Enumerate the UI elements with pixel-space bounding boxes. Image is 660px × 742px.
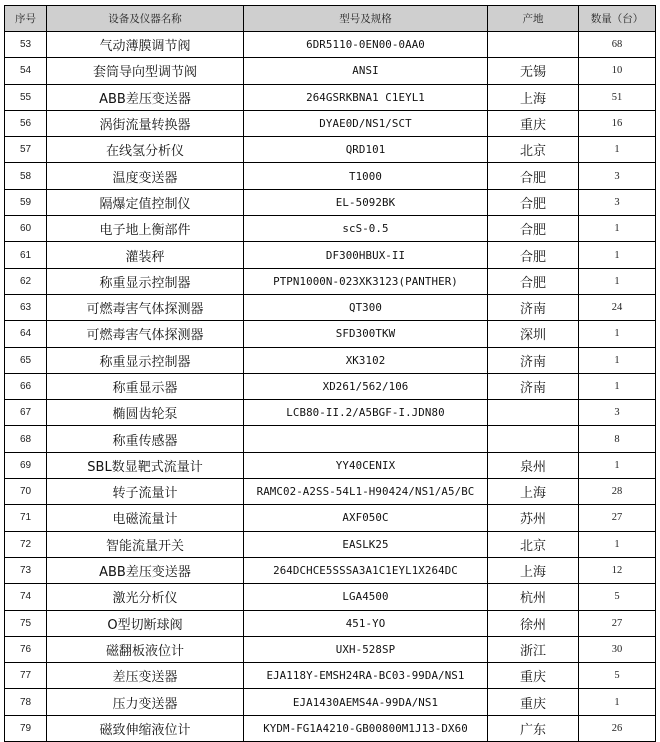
model-spec [244, 689, 488, 715]
origin-place [488, 400, 579, 426]
model-spec-text: SFD300TKW [335, 327, 396, 341]
quantity: 1 [579, 452, 656, 478]
device-name: 在线氢分析仪 [47, 137, 244, 163]
model-spec-text: EASLK25 [342, 537, 389, 551]
row-number: 77 [5, 663, 47, 689]
table-body [5, 32, 656, 742]
quantity: 28 [579, 479, 656, 505]
row-number: 78 [5, 689, 47, 715]
quantity: 1 [579, 268, 656, 294]
row-number: 70 [5, 479, 47, 505]
device-name: 可燃毒害气体探测器 [47, 294, 244, 320]
device-name: 称重传感器 [47, 426, 244, 452]
row-number: 58 [5, 163, 47, 189]
table-row [5, 584, 656, 610]
model-spec [244, 715, 488, 741]
origin-place: 济南 [488, 294, 579, 320]
origin-place: 上海 [488, 84, 579, 110]
origin-place: 重庆 [488, 689, 579, 715]
row-number: 54 [5, 58, 47, 84]
origin-place: 杭州 [488, 584, 579, 610]
quantity: 1 [579, 216, 656, 242]
model-spec [244, 137, 488, 163]
origin-place: 广东 [488, 715, 579, 741]
header-qty: 数量（台） [579, 6, 656, 32]
table-row [5, 268, 656, 294]
device-name: 套筒导向型调节阀 [47, 58, 244, 84]
device-name: 可燃毒害气体探测器 [47, 321, 244, 347]
model-spec [244, 163, 488, 189]
origin-place: 济南 [488, 373, 579, 399]
origin-place [488, 32, 579, 58]
row-number: 61 [5, 242, 47, 268]
quantity: 16 [579, 110, 656, 136]
model-spec [244, 479, 488, 505]
model-spec [244, 216, 488, 242]
model-spec-text: DYAE0D/NS1/SCT [319, 117, 412, 131]
table-row [5, 347, 656, 373]
row-number: 64 [5, 321, 47, 347]
model-spec-text: UXH-528SP [335, 642, 396, 656]
row-number: 76 [5, 636, 47, 662]
row-number: 65 [5, 347, 47, 373]
model-spec-text: scS-0.5 [342, 222, 389, 236]
model-spec-text: 451-YO [345, 616, 386, 630]
model-spec-text: RAMC02-A2SS-54L1-H90424/NS1/A5/BC [256, 485, 475, 499]
origin-place: 济南 [488, 347, 579, 373]
model-spec-text: 264DCHCE5SSSA3A1C1EYL1X264DC [273, 564, 458, 578]
model-spec-text: XK3102 [345, 353, 386, 367]
table-row [5, 452, 656, 478]
origin-place [488, 426, 579, 452]
table-row [5, 557, 656, 583]
table-row [5, 163, 656, 189]
model-spec [244, 452, 488, 478]
model-spec [244, 610, 488, 636]
model-spec-text: QT300 [348, 301, 382, 315]
row-number: 56 [5, 110, 47, 136]
quantity: 1 [579, 689, 656, 715]
origin-place: 合肥 [488, 216, 579, 242]
table-row [5, 137, 656, 163]
model-spec [244, 347, 488, 373]
model-spec [244, 426, 488, 452]
model-spec [244, 110, 488, 136]
model-spec-text: AXF050C [342, 511, 389, 525]
quantity: 3 [579, 400, 656, 426]
quantity: 5 [579, 584, 656, 610]
model-spec [244, 531, 488, 557]
table-header [5, 6, 656, 32]
row-number: 60 [5, 216, 47, 242]
row-number: 79 [5, 715, 47, 741]
model-spec-text: EL-5092BK [335, 195, 396, 209]
model-spec [244, 663, 488, 689]
origin-place: 合肥 [488, 189, 579, 215]
quantity: 26 [579, 715, 656, 741]
device-name: ABB差压变送器 [47, 557, 244, 583]
header-row [5, 6, 656, 32]
origin-place: 苏州 [488, 505, 579, 531]
device-name: 灌装秤 [47, 242, 244, 268]
table-row [5, 636, 656, 662]
origin-place: 合肥 [488, 163, 579, 189]
model-spec-text: 264GSRKBNA1 C1EYL1 [306, 90, 425, 104]
device-name: 电磁流量计 [47, 505, 244, 531]
row-number: 59 [5, 189, 47, 215]
model-spec-text: YY40CENIX [335, 458, 396, 472]
table-row [5, 373, 656, 399]
origin-place: 深圳 [488, 321, 579, 347]
device-name: 涡街流量转换器 [47, 110, 244, 136]
model-spec [244, 294, 488, 320]
row-number: 75 [5, 610, 47, 636]
row-number: 69 [5, 452, 47, 478]
quantity: 51 [579, 84, 656, 110]
quantity: 1 [579, 373, 656, 399]
origin-place: 上海 [488, 557, 579, 583]
device-name: 称重显示控制器 [47, 268, 244, 294]
origin-place: 无锡 [488, 58, 579, 84]
row-number: 57 [5, 137, 47, 163]
header-no: 序号 [5, 6, 47, 32]
table-row [5, 58, 656, 84]
table-row [5, 715, 656, 741]
row-number: 55 [5, 84, 47, 110]
origin-place: 泉州 [488, 452, 579, 478]
device-name: 电子地上衡部件 [47, 216, 244, 242]
origin-place: 合肥 [488, 268, 579, 294]
equipment-table-sheet [4, 5, 655, 742]
table-row [5, 663, 656, 689]
equipment-table [4, 5, 656, 742]
table-row [5, 689, 656, 715]
device-name: 称重显示器 [47, 373, 244, 399]
header-model: 型号及规格 [244, 6, 488, 32]
model-spec [244, 84, 488, 110]
table-row [5, 321, 656, 347]
device-name: 智能流量开关 [47, 531, 244, 557]
quantity: 1 [579, 531, 656, 557]
origin-place: 重庆 [488, 110, 579, 136]
model-spec-text: T1000 [348, 169, 382, 183]
model-spec [244, 505, 488, 531]
row-number: 72 [5, 531, 47, 557]
row-number: 71 [5, 505, 47, 531]
origin-place: 上海 [488, 479, 579, 505]
model-spec-text: PTPN1000N-023XK3123(PANTHER) [273, 274, 458, 288]
model-spec [244, 557, 488, 583]
quantity: 27 [579, 610, 656, 636]
table-row [5, 216, 656, 242]
model-spec [244, 268, 488, 294]
device-name: 隔爆定值控制仪 [47, 189, 244, 215]
table-row [5, 400, 656, 426]
model-spec-text: 6DR5110-0EN00-0AA0 [306, 38, 425, 52]
row-number: 67 [5, 400, 47, 426]
quantity: 27 [579, 505, 656, 531]
table-row [5, 84, 656, 110]
device-name: 椭圆齿轮泵 [47, 400, 244, 426]
origin-place: 合肥 [488, 242, 579, 268]
device-name: 磁致伸缩液位计 [47, 715, 244, 741]
model-spec [244, 32, 488, 58]
quantity: 12 [579, 557, 656, 583]
model-spec-text: KYDM-FG1A4210-GB00800M1J13-DX60 [263, 721, 468, 735]
row-number: 62 [5, 268, 47, 294]
table-row [5, 32, 656, 58]
row-number: 53 [5, 32, 47, 58]
quantity: 3 [579, 163, 656, 189]
model-spec [244, 242, 488, 268]
model-spec [244, 584, 488, 610]
table-row [5, 294, 656, 320]
model-spec-text: ANSI [352, 64, 379, 78]
table-row [5, 610, 656, 636]
model-spec [244, 400, 488, 426]
device-name: 温度变送器 [47, 163, 244, 189]
device-name: 转子流量计 [47, 479, 244, 505]
model-spec [244, 373, 488, 399]
row-number: 68 [5, 426, 47, 452]
model-spec-text: LGA4500 [342, 590, 389, 604]
quantity: 5 [579, 663, 656, 689]
model-spec-text: QRD101 [345, 143, 386, 157]
table-row [5, 110, 656, 136]
quantity: 3 [579, 189, 656, 215]
origin-place: 北京 [488, 531, 579, 557]
model-spec-text: LCB80-II.2/A5BGF-I.JDN80 [286, 406, 445, 420]
quantity: 1 [579, 347, 656, 373]
quantity: 68 [579, 32, 656, 58]
table-row [5, 531, 656, 557]
device-name: ABB差压变送器 [47, 84, 244, 110]
model-spec-text: EJA1430AEMS4A-99DA/NS1 [292, 695, 439, 709]
origin-place: 浙江 [488, 636, 579, 662]
row-number: 63 [5, 294, 47, 320]
origin-place: 徐州 [488, 610, 579, 636]
model-spec [244, 321, 488, 347]
quantity: 24 [579, 294, 656, 320]
device-name: 差压变送器 [47, 663, 244, 689]
row-number: 74 [5, 584, 47, 610]
quantity: 1 [579, 321, 656, 347]
quantity: 8 [579, 426, 656, 452]
table-row [5, 242, 656, 268]
origin-place: 北京 [488, 137, 579, 163]
device-name: 激光分析仪 [47, 584, 244, 610]
device-name: 磁翻板液位计 [47, 636, 244, 662]
quantity: 1 [579, 242, 656, 268]
row-number: 73 [5, 557, 47, 583]
device-name: SBL数显靶式流量计 [47, 452, 244, 478]
model-spec-text: XD261/562/106 [322, 380, 409, 393]
header-name: 设备及仪器名称 [47, 6, 244, 32]
origin-place: 重庆 [488, 663, 579, 689]
quantity: 30 [579, 636, 656, 662]
model-spec [244, 636, 488, 662]
model-spec-text: DF300HBUX-II [325, 248, 406, 262]
row-number: 66 [5, 373, 47, 399]
table-row [5, 426, 656, 452]
quantity: 10 [579, 58, 656, 84]
table-row [5, 505, 656, 531]
model-spec [244, 58, 488, 84]
model-spec-text: EJA118Y-EMSH24RA-BC03-99DA/NS1 [266, 669, 465, 683]
quantity: 1 [579, 137, 656, 163]
device-name: 气动薄膜调节阀 [47, 32, 244, 58]
device-name: 称重显示控制器 [47, 347, 244, 373]
table-row [5, 189, 656, 215]
table-row [5, 479, 656, 505]
device-name: O型切断球阀 [47, 610, 244, 636]
header-origin: 产地 [488, 6, 579, 32]
device-name: 压力变送器 [47, 689, 244, 715]
model-spec [244, 189, 488, 215]
